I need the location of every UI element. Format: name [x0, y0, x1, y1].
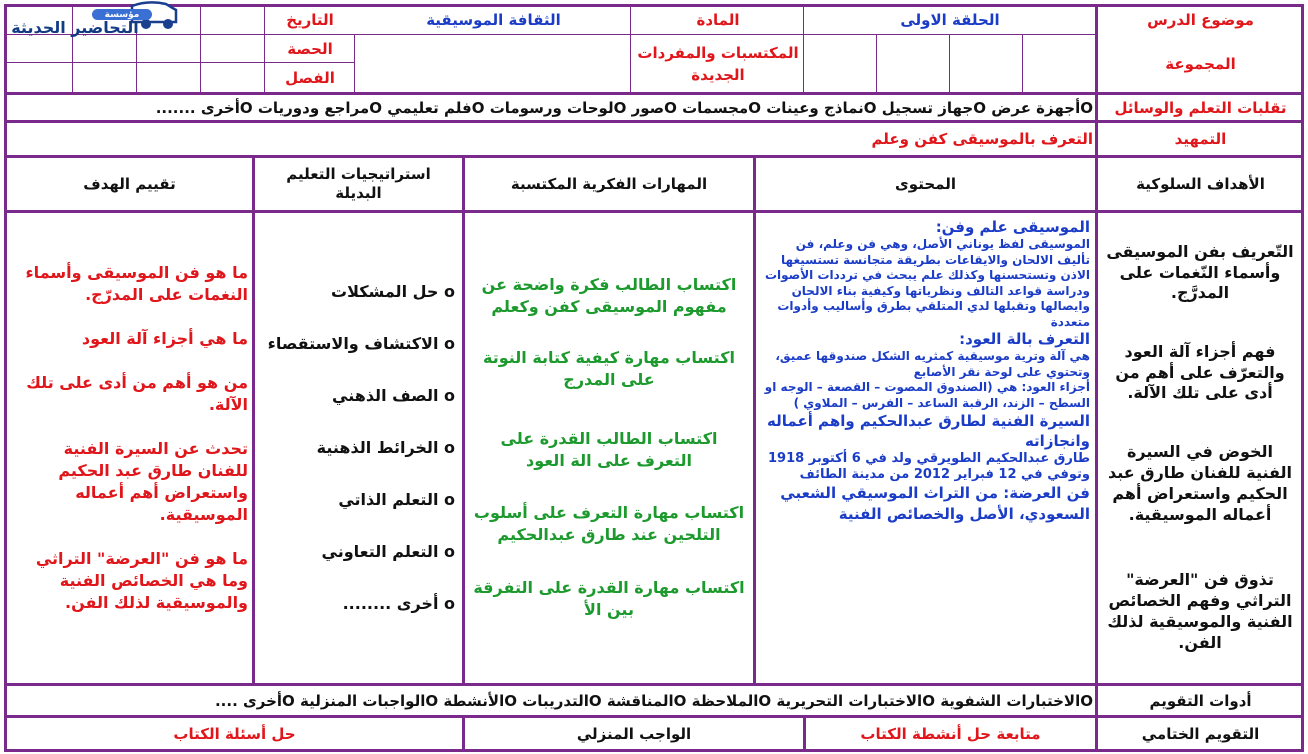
content-paragraph-3: أجزاء العود: هي (الصندوق المصوت – القصعة – الوجه او السطح – الزند، الرقبة الساعد – الفرس – الملاوي ) [764, 380, 1090, 410]
final-homework: الواجب المنزلي [576, 725, 692, 743]
strategy-item: o التعلم التعاوني [321, 542, 455, 561]
strategy-item: o التعلم الذاتي [338, 490, 455, 509]
date-label: التاريخ [286, 11, 334, 29]
content-heading-1: الموسيقى علم وفن: [935, 218, 1090, 236]
logo-top-text: مؤسسة [92, 9, 152, 20]
divider [753, 155, 756, 683]
objective-1: التّعريف بفن الموسيقى وأسماء النّغمات على المدرَّج. [1106, 241, 1294, 303]
divider [252, 155, 255, 683]
objective-4: تذوق فن "العرضة" التراثي وفهم الخصائص الفنية والموسيقية لذلك الفن. [1107, 570, 1293, 652]
objective-3: الخوض في السيرة الفنية للفنان طارق عبد الحكيم واستعراض أهم أعماله الموسيقية. [1107, 442, 1293, 524]
intro-text: التعرف بالموسيقى كفن وعلم [871, 130, 1093, 148]
assessment-item: ما هو فن الموسيقى وأسماء النغمات على المدرّج. [25, 263, 248, 304]
final-follow: متابعة حل أنشطة الكتاب [860, 725, 1041, 743]
content-paragraph-1: الموسيقى لفظ يوناني الأصل، وهي فن وعلم، فن تأليف الالحان والايقاعات بطريقة متجانسة تستسيغها الاذن وتستحسنها وكذلك علم يبحث في ترددات الأصوات ودراسة قواعد التالف ونظرياتها وكيفية بناء الالحان وايصالها وتقبلها لدي المتلقي بطرق وأساليب وأدوات متعددة [764, 237, 1090, 329]
skill-4: اكتساب مهارة التعرف على أسلوب التلحين عند طارق عبدالحكيم [473, 503, 745, 544]
divider [4, 210, 1304, 213]
assessment-item: ما هو فن "العرضة" التراثي وما هي الخصائص الفنية والموسيقية لذلك الفن. [35, 549, 248, 612]
strategy-item: o حل المشكلات [331, 282, 455, 301]
col-strategies: استراتيجيات التعليم البديلة [286, 165, 431, 202]
content-heading-2: التعرف بالة العود: [959, 330, 1090, 348]
col-content: المحتوى [895, 175, 956, 193]
evaluation-tools-items: Oالاختبارات الشفوية Oالاختبارات التحريرية Oالملاحظة Oالمناقشة Oالتدريبات Oالأنشطة Oالواجبات المنزلية Oأخرى .... [214, 691, 1093, 710]
divider [200, 4, 201, 92]
strategy-item: o أخرى ........ [342, 594, 455, 613]
col-objectives: الأهداف السلوكية [1136, 175, 1265, 193]
col-skills: المهارات الفكرية المكتسبة [510, 175, 708, 193]
subject-label: المادة [696, 11, 740, 29]
period-label: الحصة [287, 39, 333, 58]
content-paragraph-4: طارق عبدالحكيم الطويرقي ولد في 6 أكتوبر 1918 وتوفي في 12 فبراير 2012 من مدينة الطائف [768, 451, 1090, 482]
skill-2: اكتساب مهارة كيفية كتابة النوتة على المدرج [482, 348, 735, 389]
divider [630, 4, 631, 92]
cycle-value: الحلقة الاولى [900, 11, 1000, 29]
skill-3: اكتساب الطالب القدرة على التعرف على الة العود [500, 429, 718, 470]
final-book: حل أسئلة الكتاب [173, 725, 296, 743]
content-block [760, 218, 1090, 525]
resources-label: تقلبات التعلم والوسائل [1114, 98, 1287, 117]
assessment-item: ما هي أجزاء آلة العود [81, 329, 248, 348]
logo [0, 0, 182, 40]
assessment-item: من هو أهم من أدى على تلك الآلة. [26, 373, 248, 414]
objective-2: فهم أجزاء آلة العود والتعرّف على أهم من أدى على تلك الآلة. [1115, 341, 1285, 403]
content-heading-3: السيرة الفنية لطارق عبدالحكيم واهم أعماله وانجازاته [767, 412, 1090, 450]
lesson-topic-label: موضوع الدرس [1147, 11, 1254, 29]
evaluation-tools-label: أدوات التقويم [1149, 691, 1252, 710]
class-label: الفصل [285, 68, 335, 87]
divider [354, 34, 355, 92]
group-label: المجموعة [1165, 55, 1236, 73]
divider [462, 155, 465, 683]
strategy-item: o الخرائط الذهنية [316, 438, 455, 457]
divider [949, 34, 950, 92]
assessment-item: تحدث عن السيرة الفنية للفنان طارق عبد الحكيم واستعراض أهم أعماله الموسيقية. [58, 439, 248, 524]
subject-value: الثقافة الموسيقية [426, 11, 561, 29]
content-paragraph-2: هي آلة وترية موسيقية كمثريه الشكل صندوقها عميق، وتحتوي على لوحة نقر الأصابع [775, 349, 1090, 379]
intro-label: التمهيد [1174, 130, 1227, 148]
vocab-label: المكتسبات والمفردات الجديدة [637, 43, 799, 84]
col-assessment: تقييم الهدف [83, 175, 176, 193]
strategies-list [262, 282, 455, 646]
skill-5: اكتساب مهارة القدرة على التفرقة بين الأ [473, 578, 745, 619]
resources-items: Oأجهزة عرض Oجهاز تسجيل Oنماذج وعينات Oمجسمات Oصور Oلوحات ورسومات Oفلم تعليمي Oمراجع ودوريات Oأخرى ....... [155, 98, 1093, 117]
skill-1: اكتساب الطالب فكرة واضحة عن مفهوم الموسيقى كفن وكعلم [481, 275, 737, 316]
strategy-item: o الاكتشاف والاستقصاء [267, 334, 455, 353]
assessment-list [12, 262, 248, 614]
divider [876, 34, 877, 92]
content-heading-4: فن العرضة: من التراث الموسيقي الشعبي السعودي، الأصل والخصائص الفنية [780, 484, 1090, 523]
divider [1022, 34, 1023, 92]
divider [803, 4, 804, 92]
logo-main-text: التحاضير الحديثة [11, 17, 139, 37]
final-eval-label: التقويم الختامي [1141, 725, 1260, 743]
divider [264, 4, 265, 92]
strategy-item: o الصف الذهني [332, 386, 455, 405]
